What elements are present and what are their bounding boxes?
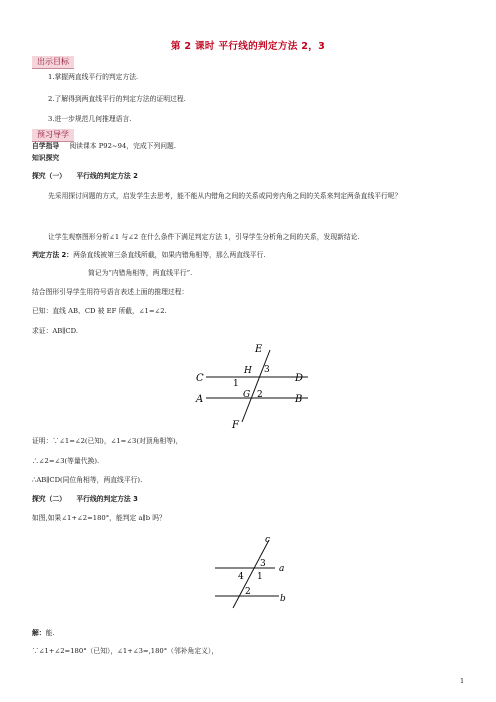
page-number: 1 xyxy=(460,677,465,685)
explore2-heading-title: 平行线的判定方法 3 xyxy=(76,495,138,503)
explore1-heading-label: 探究（一） xyxy=(32,172,66,180)
answer-label: 解： xyxy=(32,629,46,637)
reason-line: ∵∠1+∠2=180°（已知），∠1+∠3=,180°（邻补角定义）， xyxy=(32,647,219,655)
section-tag-preview: 预习导学 xyxy=(32,129,74,142)
label-angle-3: 3 xyxy=(264,365,270,375)
label-c: c xyxy=(265,535,271,545)
combine-text: 结合图形引导学生用符号语言表述上面的推理过程： xyxy=(32,288,189,296)
label-g: G xyxy=(243,390,251,400)
goal-item: 3.进一步规范几何推理语言. xyxy=(48,115,132,123)
answer-line xyxy=(32,628,55,638)
explore2-question: 如图,如果∠1+∠2=180°，能判定 a∥b 吗？ xyxy=(32,514,166,522)
method2-label: 判定方法 2： xyxy=(32,251,74,259)
method2-text: 两条直线被第三条直线所截，如果内错角相等，那么两直线平行. xyxy=(73,251,266,259)
goal-item: 2.了解得到两直线平行的判定方法的证明过程. xyxy=(48,95,186,103)
label-angle-2: 2 xyxy=(257,390,263,400)
explore2-heading-label: 探究（二） xyxy=(32,495,66,503)
figure-parallel-lines-2 xyxy=(205,532,295,610)
explore1-para1: 先采用探讨问题的方式，启发学生去思考，能不能从内错角之间的关系或同旁内角之间的关系来判定两条直线平行呢？ xyxy=(48,192,402,200)
label-angle-4: 4 xyxy=(238,572,244,582)
figure-parallel-lines-1 xyxy=(190,340,320,430)
label-b: b xyxy=(280,594,286,604)
knowledge-label: 知识探究 xyxy=(32,154,60,162)
label-f: F xyxy=(232,420,239,430)
short-form: 简记为“内错角相等，两直线平行”. xyxy=(88,269,193,277)
label-a: a xyxy=(279,564,285,574)
explore1-para2: 让学生观察图形分析∠1 与∠2 在什么条件下满足判定方法 1，引导学生分析角之间的关系，发现新结论. xyxy=(48,233,360,241)
label-angle-3: 3 xyxy=(260,559,266,569)
answer-text: 能. xyxy=(45,629,55,637)
transversal-ef xyxy=(242,350,270,422)
explore1-heading-title: 平行线的判定方法 2 xyxy=(76,172,138,180)
section-tag-goals: 出示目标 xyxy=(32,56,74,69)
label-c: C xyxy=(196,373,204,384)
page-title: 第 2 课时 平行线的判定方法 2，3 xyxy=(170,41,326,52)
proof-line-1: 证明：∵∠1=∠2(已知)，∠1=∠3(对顶角相等)， xyxy=(32,437,183,445)
label-angle-1: 1 xyxy=(233,379,239,389)
self-study-line xyxy=(32,141,176,151)
label-d: D xyxy=(295,373,304,384)
label-e: E xyxy=(255,344,263,355)
self-study-label: 自学指导 xyxy=(32,142,60,150)
explore2-heading xyxy=(32,494,138,504)
explore1-heading xyxy=(32,171,138,181)
method2-line xyxy=(32,250,266,260)
self-study-text: 阅读课本 P92~94，完成下列问题. xyxy=(69,142,177,150)
label-a: A xyxy=(196,394,204,405)
proof-line-2: ∴∠2=∠3(等量代换). xyxy=(32,457,100,465)
goal-item: 1.掌握两直线平行的判定方法. xyxy=(48,73,139,81)
proof-line-3: ∴AB∥CD(同位角相等，两直线平行). xyxy=(32,476,143,484)
label-b: B xyxy=(295,394,303,405)
prove-text: 求证：AB∥CD. xyxy=(32,327,79,335)
label-angle-1: 1 xyxy=(257,572,263,582)
known-text: 已知：直线 AB、CD 被 EF 所截，∠1=∠2. xyxy=(32,307,167,315)
label-h: H xyxy=(244,366,252,376)
label-angle-2: 2 xyxy=(245,587,251,597)
